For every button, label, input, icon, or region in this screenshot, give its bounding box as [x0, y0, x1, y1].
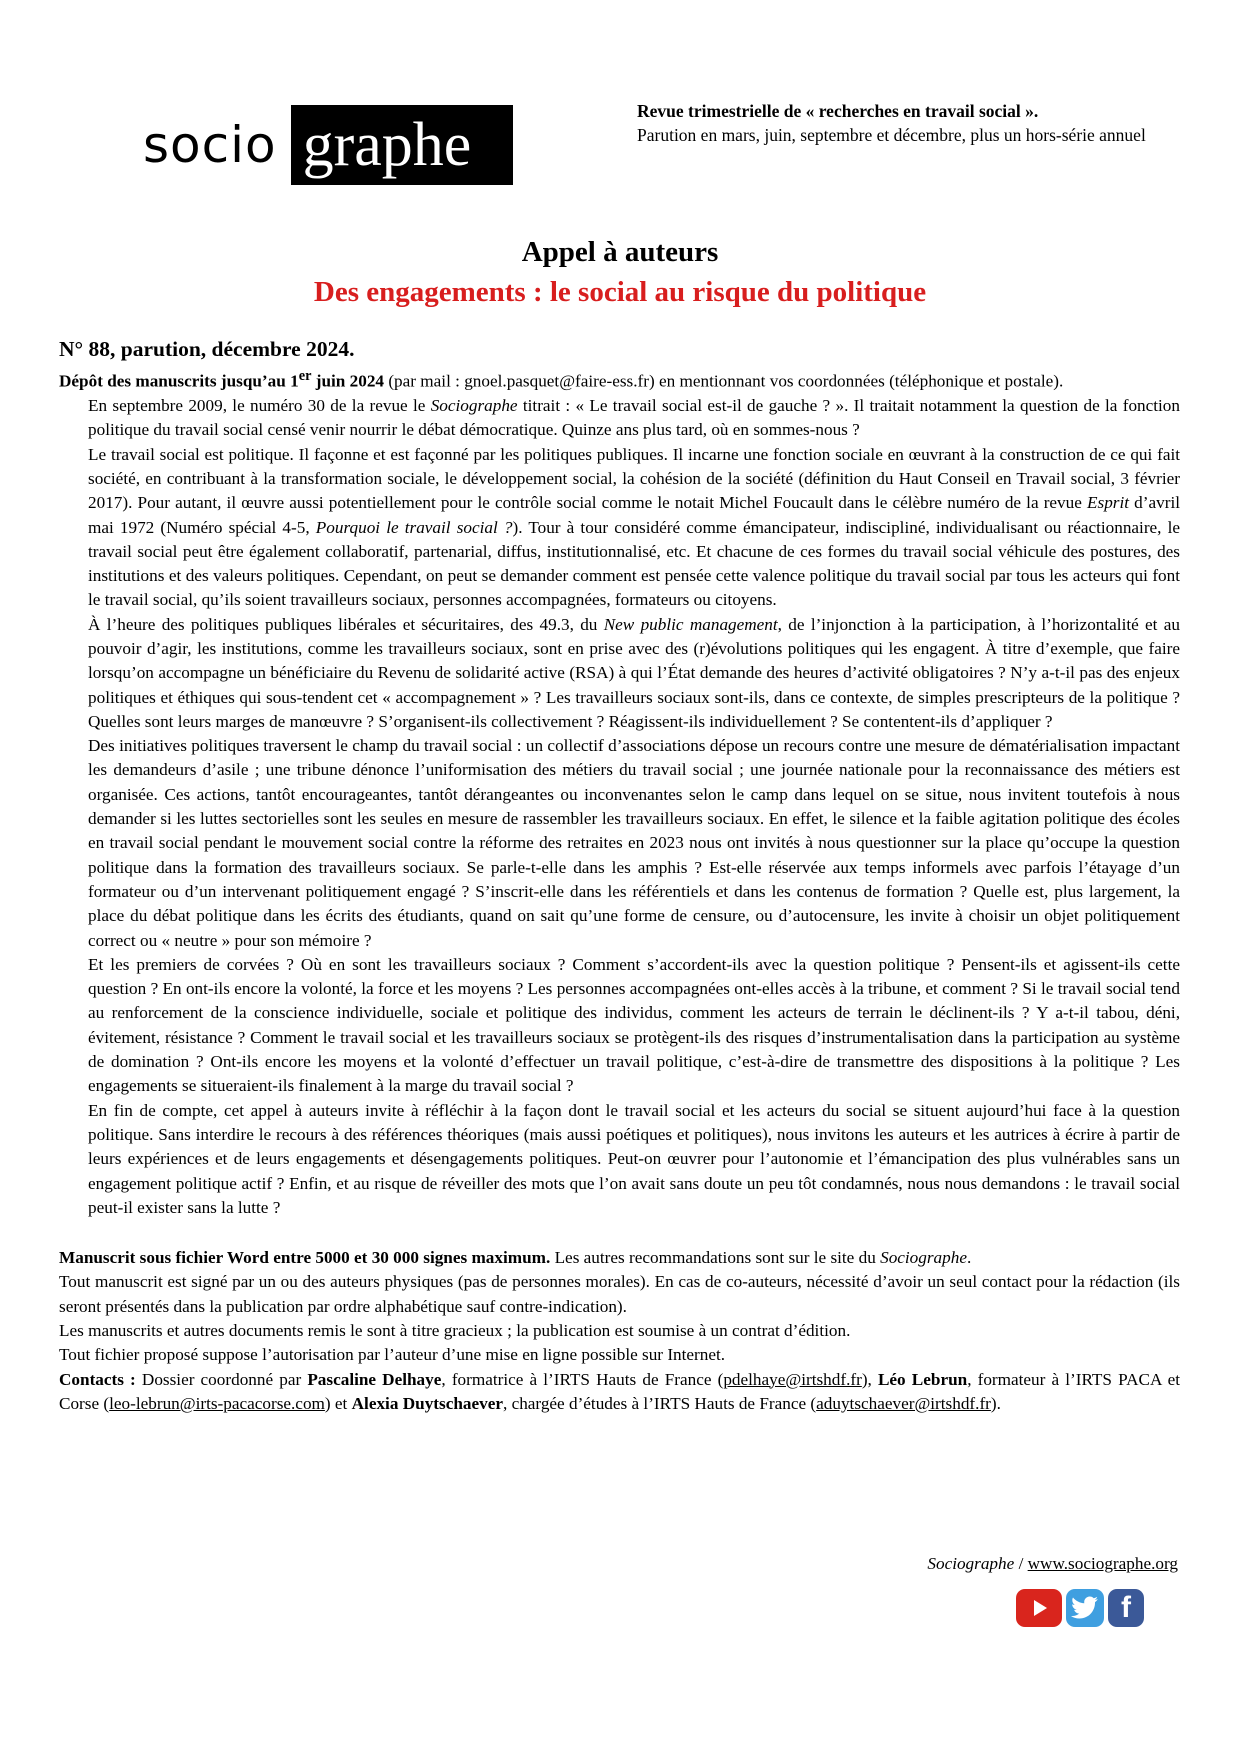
- contacts: [59, 1368, 1180, 1417]
- paragraph-4: Des initiatives politiques traversent le champ du travail social : un collectif d’associations dépose un recours contre une mesure de dématérialisation impactant les demandeurs d’asile ; une tribune dénonce l’uniformisation des métiers du travail social ; une journée nationale pour la reconnaissance des métiers est organisée. Ces actions, tantôt encourageantes, tantôt dérangeantes ou inconvenantes selon le camp dans lequel on se situe, nous invitent toutefois à nous demander si les luttes sectorielles sont les seules en mesure de rassembler les travailleurs sociaux. En effet, le silence et la faible agitation politique des écoles en travail social pendant le mouvement social contre la réforme des retraites en 2023 nous ont invités à nous questionner sur la place qu’occupe la question politique dans la formation des travailleurs sociaux. Se parle-t-elle dans les amphis ? Est-elle réservée aux temps informels avec parfois l’étayage d’un formateur ou d’un intervenant politiquement engagé ? S’inscrit-elle dans les référentiels et dans les contenus de formation ? Quelle est, plus largement, la place du débat politique dans les écrits des étudiants, quand on sait qu’une forme de censure, ou d’autocensure, les invite à choisir un objet politiquement correct ou « neutre » pour son mémoire ?: [88, 736, 1180, 950]
- signoff-separator: /: [1014, 1554, 1028, 1573]
- p2-italic-esprit: Esprit: [1087, 493, 1130, 513]
- online-publication-note: Tout fichier proposé suppose l’autorisation par l’auteur d’une mise en ligne possible sur Internet.: [59, 1345, 726, 1365]
- sociographe-logo: [143, 105, 513, 185]
- p1-italic: Sociographe: [430, 396, 518, 416]
- deposit-sup: er: [298, 368, 312, 384]
- contact-role-2: , formateur à l’IRTS PACA et Corse (: [59, 1369, 1180, 1413]
- p2-italic-title: Pourquoi le travail social ?: [315, 517, 513, 537]
- main-content: [59, 334, 1180, 1416]
- twitter-icon[interactable]: [1066, 1589, 1104, 1627]
- tagline-title: Revue trimestrielle de « recherches en travail social ».: [637, 101, 1039, 121]
- p1-text-a: En septembre 2009, le numéro 30 de la revue le: [88, 396, 431, 416]
- manuscript-text: Les autres recommandations sont sur le site du: [550, 1248, 881, 1268]
- author-rules: Tout manuscrit est signé par un ou des auteurs physiques (pas de personnes morales). En cas de co-auteurs, nécessité d’avoir un seul contact pour la rédaction (ils seront présentés dans la publication par ordre alphabétique sauf contre-indication).: [59, 1272, 1180, 1316]
- deposit-deadline-a: Dépôt des manuscrits jusqu’au 1: [59, 371, 299, 391]
- contact-name-2: Léo Lebrun: [877, 1369, 968, 1389]
- signoff: [927, 1552, 1178, 1576]
- p2-text-b: d’avril mai 1972 (Numéro spécial 4-5,: [88, 493, 1180, 537]
- p2-text-c: ). Tour à tour considéré comme émancipateur, indiscipliné, individualisant ou réactionnaire, le travail social peut être également collaboratif, partenarial, diffus, institutionnalisé, etc. Et chacune de ces formes du travail social véhicule des postures, des institutions et des valeurs politiques. Cependant, on peut se demander comment est pensée cette valence politique du travail social par tous les acteurs qui font le travail social, qu’ils soient travailleurs sociaux, personnes accompagnées, formateurs ou citoyens.: [88, 517, 1181, 610]
- contacts-end: ).: [990, 1393, 1001, 1413]
- contact-email-1[interactable]: pdelhaye@irtshdf.fr: [723, 1369, 862, 1389]
- paragraph-3: [88, 613, 1180, 734]
- contact-sep-2: ) et: [324, 1393, 352, 1413]
- paragraph-1: [88, 394, 1180, 443]
- issue-number: N° 88, parution, décembre 2024.: [59, 337, 355, 361]
- contact-role-3: , chargée d’études à l’IRTS Hauts de France (: [502, 1393, 817, 1413]
- contacts-label: Contacts :: [59, 1369, 136, 1389]
- manuscript-length: Manuscrit sous fichier Word entre 5000 et 30 000 signes maximum.: [59, 1248, 551, 1268]
- contact-email-3[interactable]: aduytschaever@irtshdf.fr: [816, 1393, 991, 1413]
- call-titles: [0, 232, 1240, 312]
- facebook-icon[interactable]: f: [1108, 1589, 1144, 1627]
- website-link[interactable]: www.sociographe.org: [1027, 1554, 1178, 1573]
- manuscript-requirements: [59, 1246, 1180, 1270]
- contact-sep-1: ),: [861, 1369, 878, 1389]
- page-subtitle: Des engagements : le social au risque du politique: [313, 276, 927, 308]
- p2-text-a: Le travail social est politique. Il façonne et est façonné par les politiques publiques. Il incarne une fonction sociale en œuvrant à la construction de ce qui fait société, en contribuant à la transformation sociale, le développement social, la cohésion de la société (définition du Haut Conseil en Travail social, 3 février 2017). Pour autant, il œuvre aussi potentiellement pour le contrôle social comme le notait Michel Foucault dans le célèbre numéro de la revue: [88, 444, 1180, 513]
- tagline-schedule: Parution en mars, juin, septembre et décembre, plus un hors-série annuel: [637, 124, 1146, 145]
- contact-email-2[interactable]: leo-lebrun@irts-pacacorse.com: [109, 1393, 325, 1413]
- manuscript-end: .: [966, 1248, 972, 1268]
- paragraph-6: En fin de compte, cet appel à auteurs invite à réfléchir à la façon dont le travail social et les acteurs du social se situent aujourd’hui face à la question politique. Sans interdire le recours à des références théoriques (mais aussi poétiques et politiques), nous invitons les auteurs et les autrices à écrire à partir de leurs expériences et de leurs engagements et désengagements politiques. Peut-on œuvrer pour l’autonomie et l’émancipation des plus vulnérables sans un engagement politique actif ? Enfin, et au risque de réveiller des mots que l’on avait sans doute un peu tôt condamnés, nous nous demandons : le travail social peut-il exister sans la lutte ?: [88, 1100, 1180, 1217]
- p3-text-a: À l’heure des politiques publiques libérales et sécuritaires, des 49.3, du: [88, 614, 604, 634]
- deposit-info: [59, 364, 1180, 394]
- youtube-icon[interactable]: [1016, 1589, 1062, 1627]
- p3-text-b: , de l’injonction à la participation, à l’horizontalité et au pouvoir d’agir, les institutions, comme les travailleurs sociaux, sont en prise avec des (r)évolutions politiques qui les engagent. À titre d’exemple, que faire lorsqu’on accompagne un bénéficiaire du Revenu de solidarité active (RSA) à qui l’État demande des heures d’activité obligatoires ? N’y a-t-il pas des enjeux politiques et éthiques qui sous-tendent cet « accompagnement » ? Les travailleurs sociaux sont-ils, dans ce contexte, de simples prescripteurs de la politique ? Quelles sont leurs marges de manœuvre ? S’organisent-ils collectivement ? Réagissent-ils individuellement ? Se contentent-ils d’appliquer ?: [88, 614, 1180, 731]
- paragraph-2: [88, 443, 1180, 613]
- logo-socio-text: socio: [143, 116, 277, 174]
- deposit-deadline-b: juin 2024: [311, 371, 385, 391]
- contact-name-1: Pascaline Delhaye: [307, 1369, 442, 1389]
- logo-graphe-text: graphe: [291, 105, 513, 185]
- free-publication-note: Les manuscrits et autres documents remis le sont à titre gracieux ; la publication est soumise à un contrat d’édition.: [59, 1321, 851, 1341]
- contact-role-1: , formatrice à l’IRTS Hauts de France (: [441, 1369, 724, 1389]
- contact-name-3: Alexia Duytschaever: [351, 1393, 503, 1413]
- contacts-intro: Dossier coordonné par: [135, 1369, 308, 1389]
- signoff-journal: Sociographe: [927, 1554, 1015, 1573]
- journal-tagline: [637, 100, 1157, 147]
- p3-italic: New public management: [603, 614, 778, 634]
- p1-text-b: titrait : « Le travail social est-il de gauche ? ». Il traitait notamment la question de la fonction politique du travail social censé venir nourrir le débat démocratique. Quinze ans plus tard, où en sommes-nous ?: [88, 396, 1180, 440]
- social-links: [1016, 1589, 1144, 1627]
- deposit-details: (par mail : gnoel.pasquet@faire-ess.fr) en mentionnant vos coordonnées (téléphonique et postale).: [384, 371, 1064, 391]
- paragraph-5: Et les premiers de corvées ? Où en sont les travailleurs sociaux ? Comment s’accordent-ils avec la question politique ? Pensent-ils et agissent-ils cette question ? En ont-ils encore la volonté, la force et les moyens ? Les personnes accompagnées ont-elles accès à la tribune, et comment ? Si le travail social tend au renforcement de la conscience individuelle, sociale et politique des individus, comment les acteurs de terrain le déclinent-ils ? Y a-t-il tabou, déni, évitement, résistance ? Comment le travail social et les travailleurs sociaux se protègent-ils des risques d’instrumentalisation dans la participation au système de domination ? Ont-ils encore les moyens et la volonté d’effectuer un travail politique, c’est-à-dire de transmettre des dispositions à la politique ? Les engagements se situeraient-ils finalement à la marge du travail social ?: [88, 954, 1180, 1096]
- page-title: Appel à auteurs: [521, 236, 719, 268]
- call-body: [59, 394, 1180, 1220]
- manuscript-italic: Sociographe: [880, 1248, 967, 1268]
